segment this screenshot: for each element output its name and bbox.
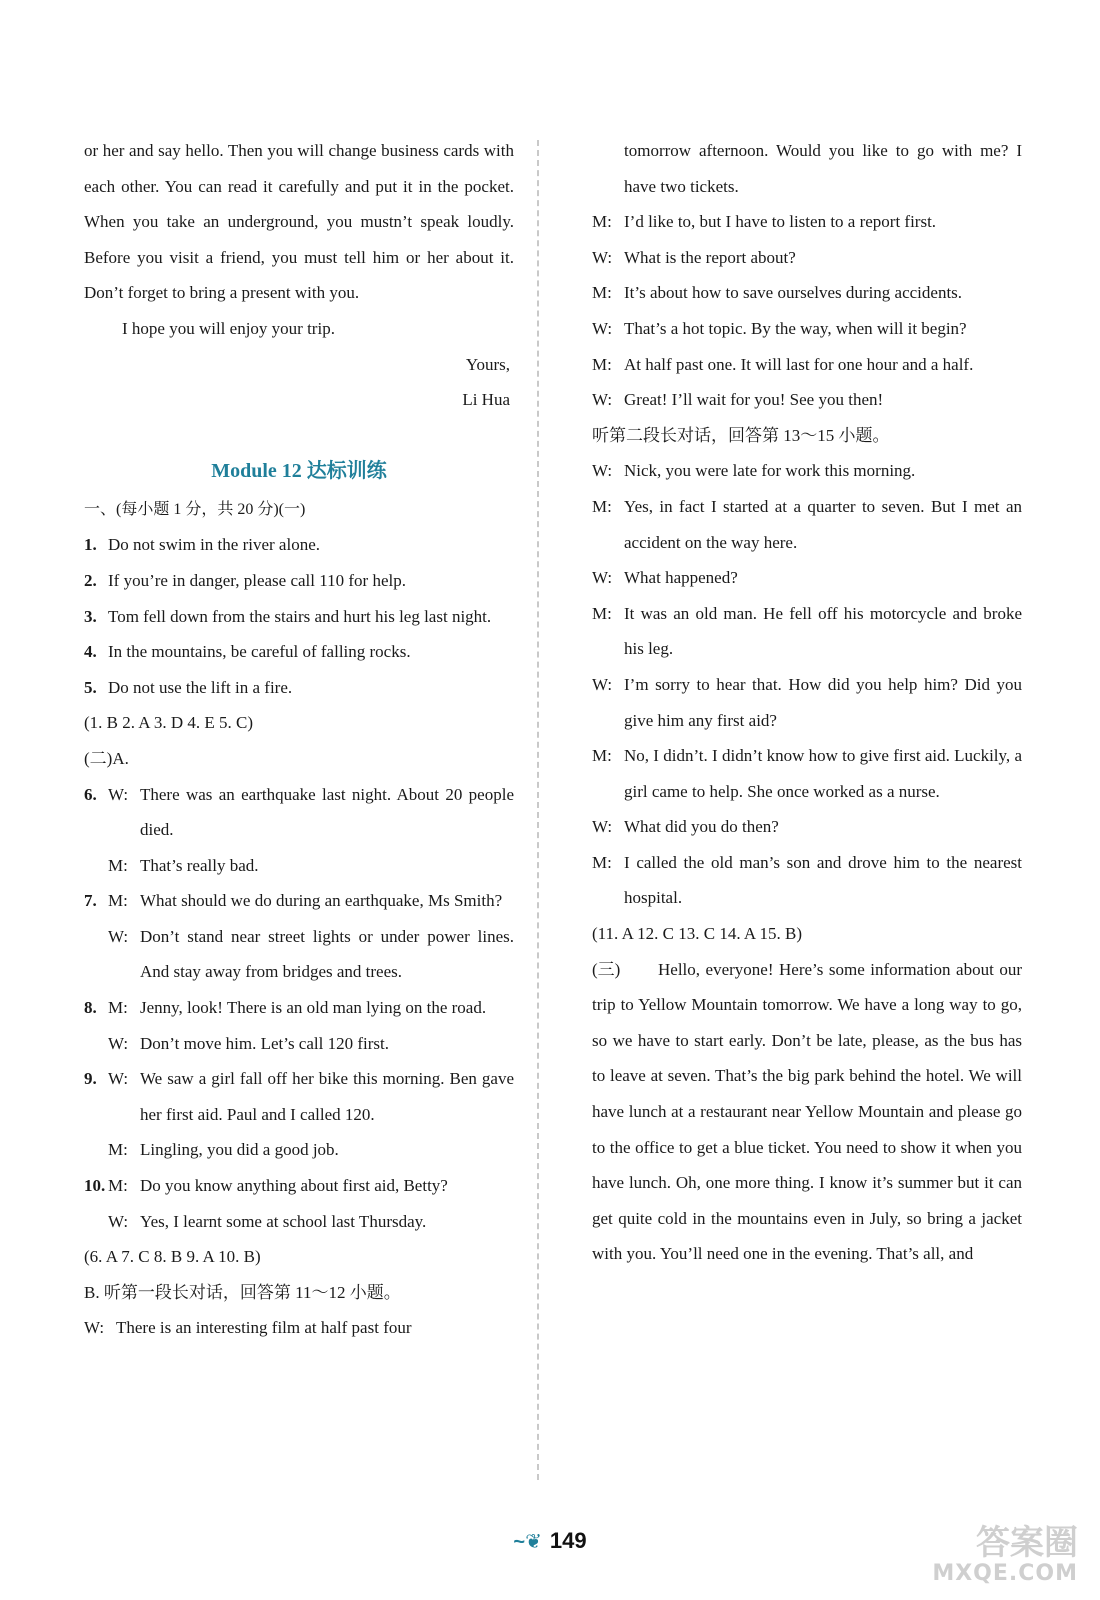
section-heading-b2: 听第二段长对话，回答第 13～15 小题。 — [592, 425, 890, 445]
dialog-line: W: Great! I’ll wait for you! See you then! — [592, 390, 884, 410]
watermark-logo-text: 答案圈 — [976, 1523, 1078, 1563]
question-item: 4. In the mountains, be careful of falling rocks. — [84, 642, 411, 662]
dialog-item: 10. M: Do you know anything about first aid, Betty? — [84, 1176, 448, 1196]
dialog-line: W: Nick, you were late for work this morning. — [592, 461, 916, 481]
dialog-line: W: Don’t stand near street lights or under power lines. And stay away from bridges and trees. — [108, 926, 514, 982]
question-item: 2. If you’re in danger, please call 110 for help. — [84, 570, 406, 590]
watermark — [932, 1524, 1078, 1586]
page-number: 149 — [549, 1528, 587, 1553]
dialog-line: M: It’s about how to save ourselves during accidents. — [592, 283, 963, 303]
dialog-line: W: What happened? — [592, 568, 738, 588]
dialog-item: 7. M: What should we do during an earthquake, Ms Smith? — [84, 891, 503, 911]
dialog-item: 6. W: There was an earthquake last night. About 20 people died. — [84, 784, 514, 840]
answer-key-1: (1. B 2. A 3. D 4. E 5. C) — [84, 713, 254, 733]
dialog-line: M: It was an old man. He fell off his motorcycle and broke his leg. — [592, 603, 1022, 659]
dialog-line: M: That’s really bad. — [108, 855, 259, 875]
dialog-line: M: I’d like to, but I have to listen to a report first. — [592, 212, 937, 232]
letter-signature: Li Hua — [462, 390, 510, 410]
dialog-line: W: What did you do then? — [592, 817, 779, 837]
section-heading-2: (二)A. — [84, 748, 129, 768]
section-heading-1: 一、(每小题 1 分，共 20 分)(一) — [84, 500, 306, 518]
dialog-line: W: What is the report about? — [592, 247, 796, 267]
section-heading-b: B. 听第一段长对话，回答第 11～12 小题。 — [84, 1282, 401, 1302]
dialog-item: 8. M: Jenny, look! There is an old man lying on the road. — [84, 998, 487, 1018]
letter-yours: Yours, — [465, 354, 510, 374]
dialog-line: M: No, I didn’t. I didn’t know how to give first aid. Luckily, a girl came to help. She once worked as a nurse. — [592, 746, 1022, 801]
dialog-item: 9. W: We saw a girl fall off her bike this morning. Ben gave her first aid. Paul and I called 120. — [84, 1069, 514, 1124]
question-item: 3. Tom fell down from the stairs and hurt his leg last night. — [84, 606, 492, 626]
dialog-continuation: tomorrow afternoon. Would you like to go with me? I have two tickets. — [624, 141, 1022, 196]
dialog-line: M: At half past one. It will last for one hour and a half. — [592, 354, 974, 374]
dialog-line: W: Yes, I learnt some at school last Thursday. — [108, 1211, 427, 1231]
dialog-line: W: I’m sorry to hear that. How did you help him? Did you give him any first aid? — [592, 674, 1022, 730]
section-3-passage: (三) Hello, everyone! Here’s some information about our trip to Yellow Mountain tomorrow. We have a long way to go, so we have to start early. Don’t be late, please, as the bus has to leave at seven. That’s the big park behind the hotel. We will have lunch at a restaurant near Yellow Mountain and please go to the office to get a blue ticket. You need to show it when you have lunch. Oh, one more thing. I know it’s summer but it can get quite cold in the mountains even in July, so bring a jacket with you. You’ll need one in the evening. That’s all, and — [592, 952, 1022, 1272]
question-item: 5. Do not use the lift in a fire. — [84, 677, 293, 697]
watermark-url: MXQE.COM — [932, 1561, 1078, 1586]
letter-closing: I hope you will enjoy your trip. — [122, 318, 335, 338]
ornament-icon: ~❦ — [513, 1531, 542, 1553]
letter-body: or her and say hello. Then you will change business cards with each other. You can read it carefully and put it in the pocket. When you take an underground, you mustn’t speak loudly. Before you visit a friend, you must tell him or her about it. Don’t forget to bring a present with you. — [84, 141, 514, 303]
dialog-line: W: There is an interesting film at half past four — [84, 1318, 412, 1338]
module-title: Module 12 达标训练 — [211, 459, 387, 482]
dialog-line: M: Yes, in fact I started at a quarter to seven. But I met an accident on the way here. — [592, 496, 1022, 552]
dialog-line: M: Lingling, you did a good job. — [108, 1140, 339, 1160]
right-column — [592, 133, 1022, 1272]
section-3-label: (三) — [592, 959, 621, 979]
column-divider — [537, 140, 539, 1480]
dialog-line: W: That’s a hot topic. By the way, when will it begin? — [592, 318, 967, 338]
left-column — [84, 133, 514, 1346]
question-item: 1. Do not swim in the river alone. — [84, 535, 320, 555]
dialog-line: M: I called the old man’s son and drove him to the nearest hospital. — [592, 852, 1022, 908]
answer-key-2: (6. A 7. C 8. B 9. A 10. B) — [84, 1247, 261, 1267]
dialog-line: W: Don’t move him. Let’s call 120 first. — [108, 1033, 389, 1053]
answer-key-3: (11. A 12. C 13. C 14. A 15. B) — [592, 924, 803, 944]
